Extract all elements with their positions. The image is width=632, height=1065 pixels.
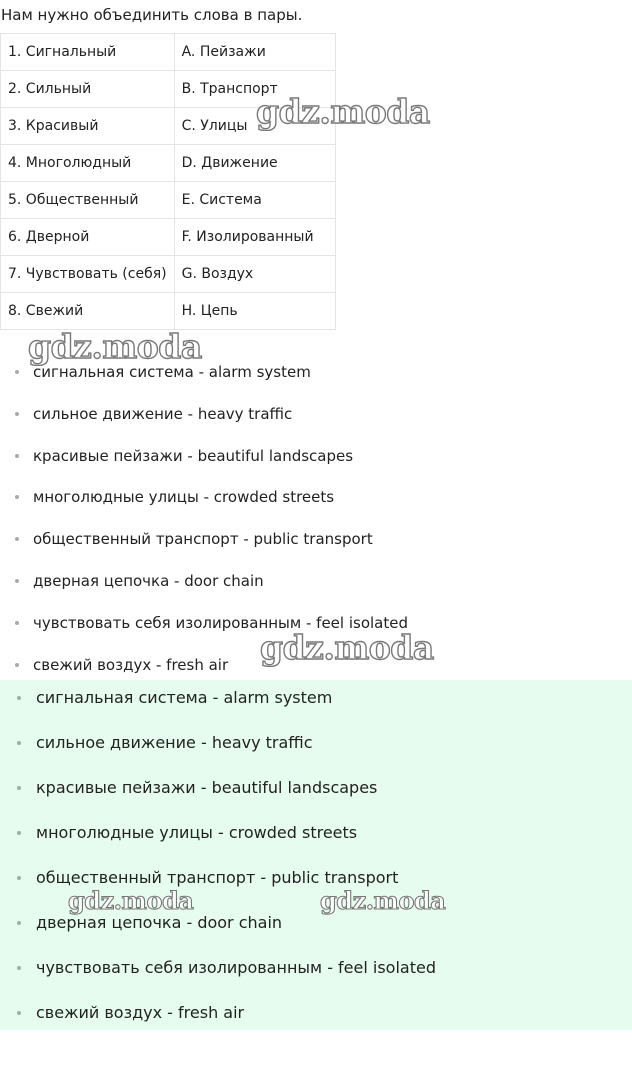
table-cell: A. Пейзажи — [174, 34, 335, 71]
table-cell: 6. Дверной — [1, 219, 175, 256]
list-item-text: многолюдные улицы - crowded streets — [33, 488, 335, 507]
list-item — [0, 728, 632, 773]
list-item-text: дверная цепочка - door chain — [33, 571, 264, 590]
table-cell: 3. Красивый — [1, 108, 175, 145]
table-cell: 2. Сильный — [1, 71, 175, 108]
highlighted-answer-list — [0, 683, 632, 1043]
table-cell: 7. Чувствовать (себя) — [1, 256, 175, 293]
table-row — [1, 145, 336, 182]
list-item — [0, 483, 632, 525]
table-cell: D. Движение — [174, 145, 335, 182]
bullet-icon — [17, 696, 21, 700]
table-cell: G. Воздух — [174, 256, 335, 293]
table-row — [1, 293, 336, 330]
intro-text: Нам нужно объединить слова в пары. — [1, 6, 303, 24]
table-cell: B. Транспорт — [174, 71, 335, 108]
bullet-icon — [15, 412, 19, 416]
table-cell: 4. Многолюдный — [1, 145, 175, 182]
list-item-text: сигнальная система - alarm system — [33, 363, 311, 381]
table-cell: 5. Общественный — [1, 182, 175, 219]
list-item-text: общественный транспорт - public transport — [33, 530, 373, 549]
bullet-icon — [15, 454, 19, 458]
list-item — [0, 683, 632, 728]
bullet-icon — [15, 663, 19, 667]
bullet-icon — [15, 537, 19, 541]
bullet-icon — [15, 495, 19, 499]
watermark: gdz.moda — [68, 886, 194, 915]
list-item-text: свежий воздух - fresh air — [33, 655, 229, 674]
list-item-text: сигнальная система - alarm system — [36, 688, 333, 707]
bullet-icon — [17, 921, 21, 925]
bullet-icon — [15, 579, 19, 583]
list-item-text: многолюдные улицы - crowded streets — [36, 823, 358, 842]
list-item-text: красивые пейзажи - beautiful landscapes — [33, 446, 354, 465]
list-item-text: свежий воздух - fresh air — [36, 1003, 245, 1022]
bullet-icon — [17, 1011, 21, 1015]
bullet-icon — [15, 621, 19, 625]
list-item — [0, 818, 632, 863]
list-item — [0, 442, 632, 484]
table-row — [1, 219, 336, 256]
bullet-icon — [17, 831, 21, 835]
watermark: gdz.moda — [260, 628, 434, 667]
watermark: gdz.moda — [320, 886, 446, 915]
bullet-icon — [17, 786, 21, 790]
bullet-icon — [17, 966, 21, 970]
bullet-icon — [17, 876, 21, 880]
list-item-text: чувствовать себя изолированным - feel isolated — [36, 958, 436, 977]
bullet-icon — [17, 741, 21, 745]
list-item-text: сильное движение - heavy traffic — [33, 404, 293, 423]
list-item-text: общественный транспорт - public transport — [36, 868, 399, 887]
table-cell: 8. Свежий — [1, 293, 175, 330]
list-item — [0, 525, 632, 567]
table-cell: C. Улицы — [174, 108, 335, 145]
watermark: gdz.moda — [256, 92, 430, 131]
table-cell: H. Цепь — [174, 293, 335, 330]
table-row — [1, 34, 336, 71]
list-item — [0, 998, 632, 1043]
table-cell: F. Изолированный — [174, 219, 335, 256]
table-cell: 1. Сигнальный — [1, 34, 175, 71]
list-item — [0, 953, 632, 998]
list-item — [0, 567, 632, 609]
table-cell: E. Система — [174, 182, 335, 219]
bullet-icon — [15, 370, 19, 374]
watermark: gdz.moda — [28, 327, 202, 366]
list-item-text: сильное движение - heavy traffic — [36, 733, 313, 752]
list-item-text: чувствовать себя изолированным - feel isolated — [33, 613, 408, 632]
list-item — [0, 400, 632, 442]
list-item-text: красивые пейзажи - beautiful landscapes — [36, 778, 378, 797]
list-item-text: дверная цепочка - door chain — [36, 913, 283, 932]
table-row — [1, 256, 336, 293]
table-row — [1, 182, 336, 219]
list-item — [0, 773, 632, 818]
matching-table — [0, 33, 336, 330]
